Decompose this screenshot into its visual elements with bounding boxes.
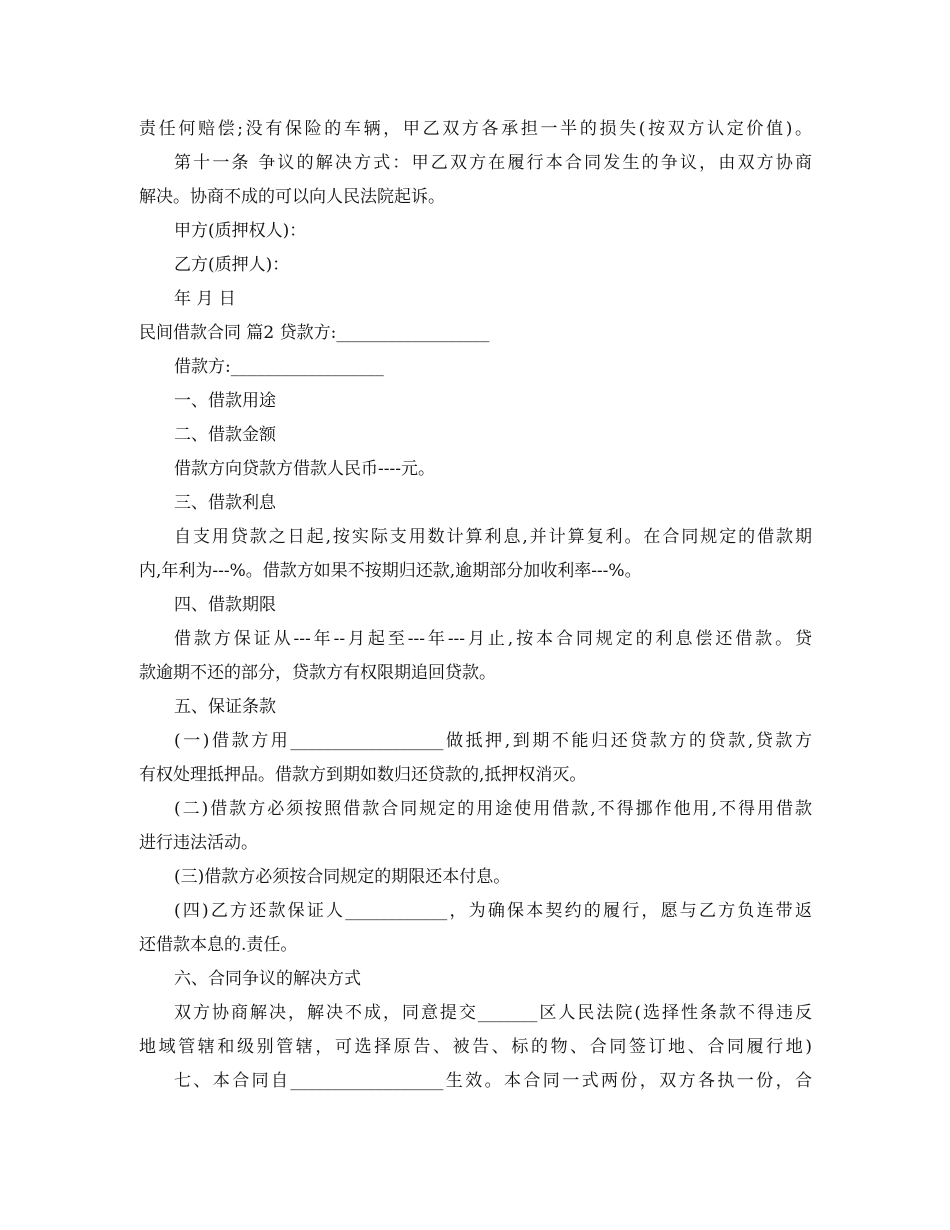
section-heading-term: 四、借款期限: [174, 595, 276, 615]
party-a-signature-line: 甲方(质押权人)：: [174, 221, 307, 241]
term-text-line-1: 借款方保证从---年--月起至---年---月止,按本合同规定的利息偿还借款。贷: [174, 629, 812, 649]
section-heading-guarantee: 五、保证条款: [174, 697, 276, 717]
text-line-continuation: 责任何赔偿;没有保险的车辆，甲乙双方各承担一半的损失(按双方认定价值)。: [139, 119, 812, 139]
party-b-signature-line: 乙方(质押人)：: [174, 255, 290, 275]
article-11-continuation: 解决。协商不成的可以向人民法院起诉。: [139, 187, 445, 207]
guarantee-clause-1-line-2: 有权处理抵押品。借款方到期如数归还贷款的,抵押权消灭。: [139, 765, 587, 785]
guarantee-clause-4-line-1: (四)乙方还款保证人____________，为确保本契约的履行，愿与乙方负连带返: [174, 901, 812, 921]
section-heading-purpose: 一、借款用途: [174, 391, 276, 411]
guarantee-clause-2-line-1: (二)借款方必须按照借款合同规定的用途使用借款,不得挪作他用,不得用借款: [174, 799, 812, 819]
interest-text-line-1: 自支用贷款之日起,按实际支用数计算利息,并计算复利。在合同规定的借款期: [174, 527, 812, 547]
document-body: [139, 112, 812, 1098]
section-heading-interest: 三、借款利息: [174, 493, 276, 513]
dispute-text-line-1: 双方协商解决，解决不成，同意提交_______区人民法院(选择性条款不得违反: [174, 1003, 812, 1023]
guarantee-clause-3: (三)借款方必须按合同规定的期限还本付息。: [174, 867, 511, 887]
term-text-line-2: 款逾期不还的部分，贷款方有权限期追回贷款。: [139, 663, 496, 683]
amount-text: 借款方向贷款方借款人民币----元。: [174, 459, 435, 479]
guarantee-clause-4-line-2: 还借款本息的.责任。: [139, 935, 298, 955]
date-line: 年 月 日: [174, 289, 236, 309]
dispute-text-line-2: 地域管辖和级别管辖，可选择原告、被告、标的物、合同签订地、合同履行地): [139, 1037, 812, 1057]
section-7-effective-line: 七、本合同自__________________生效。本合同一式两份，双方各执一份，合: [174, 1071, 812, 1091]
article-11-line: 第十一条 争议的解决方式：甲乙双方在履行本合同发生的争议，由双方协商: [174, 153, 812, 173]
guarantee-clause-1-line-1: (一)借款方用__________________做抵押,到期不能归还贷款方的贷款,贷款方: [174, 731, 812, 751]
section-heading-dispute: 六、合同争议的解决方式: [174, 969, 361, 989]
borrower-line: 借款方:__________________: [174, 357, 384, 377]
interest-text-line-2: 内,年利为---%。借款方如果不按期归还款,逾期部分加收利率---%。: [139, 561, 642, 581]
guarantee-clause-2-line-2: 进行违法活动。: [139, 833, 258, 853]
contract-2-title-lender-line: 民间借款合同 篇2 贷款方:__________________: [139, 323, 490, 343]
section-heading-amount: 二、借款金额: [174, 425, 276, 445]
